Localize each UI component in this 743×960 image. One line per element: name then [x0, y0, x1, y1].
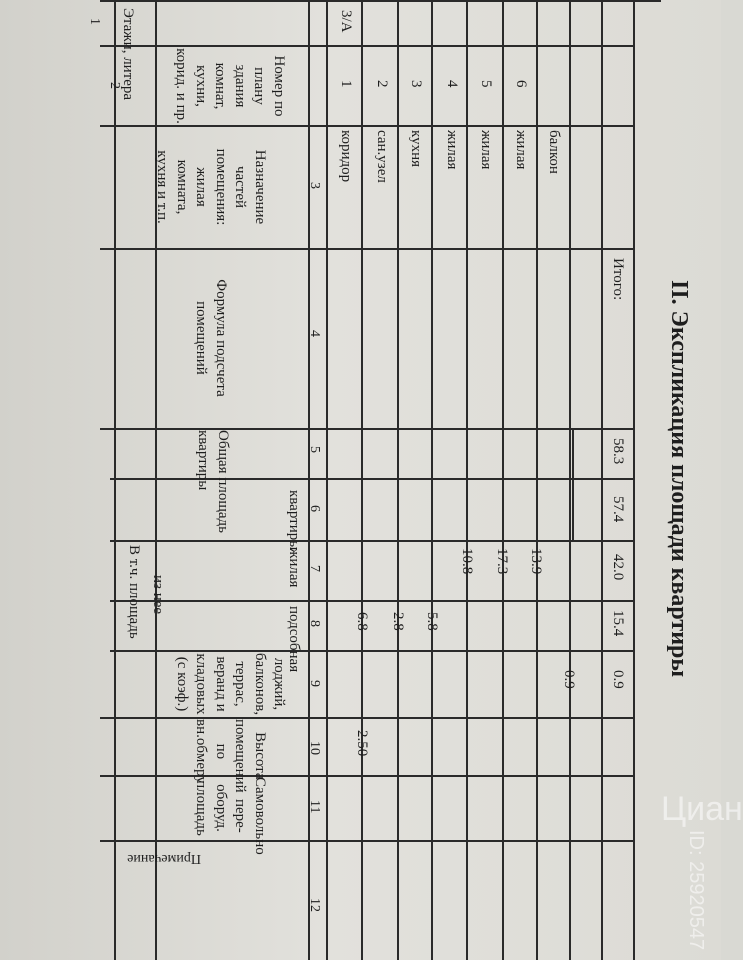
header-notes: Примечание [127, 851, 201, 866]
header-ceiling-height: Высота помещений по вн.обмеру [193, 719, 268, 793]
cell-purpose: сан.узел [374, 130, 390, 183]
grid-line [634, 0, 636, 960]
grid-line [362, 0, 364, 960]
header-formula: Формула подсчета помещений [193, 279, 229, 397]
header-auxiliary: подсобная [286, 606, 302, 673]
col-number: 4 [307, 330, 322, 337]
grid-line [570, 0, 572, 960]
col-number: 3 [307, 182, 322, 189]
header-of-which: из нее [150, 575, 166, 615]
col-number: 8 [307, 620, 322, 627]
cell-room-number: 3 [408, 80, 424, 88]
header-purpose: Назначение частей помещения: жилая комната, кухня и т.п. [154, 148, 268, 226]
col-number: 10 [307, 741, 322, 755]
grid-line [432, 0, 434, 960]
cell-auxiliary: 2.8 [390, 612, 406, 631]
grid-line [573, 428, 575, 540]
cell-purpose: жилая [478, 130, 494, 170]
cell-purpose: жилая [513, 130, 529, 170]
cell-living: 17.3 [494, 548, 510, 575]
cell-room-number: 2 [374, 80, 390, 88]
grid-line [100, 840, 635, 842]
cell-floor: 3/А [338, 10, 354, 33]
col-number: 9 [307, 680, 322, 687]
grid-line [110, 478, 635, 480]
grid-line [100, 125, 635, 127]
total-area: 58.3 [610, 438, 626, 465]
grid-line [110, 600, 635, 602]
col-number: 1 [87, 18, 102, 25]
header-unauthorized: Самовольно пере- оборуд. площадь [193, 777, 268, 855]
grid-line [100, 0, 661, 2]
cell-purpose: жилая [444, 130, 460, 170]
cell-room-number: 5 [478, 80, 494, 88]
cell-height: 2.50 [354, 730, 370, 757]
grid-line [327, 0, 329, 960]
grid-line [309, 0, 311, 960]
grid-line [467, 0, 469, 960]
cell-room-number: 4 [444, 80, 460, 88]
form-title: II. Экспликация площади квартиры [666, 280, 692, 678]
total-loggias: 0.9 [610, 670, 626, 689]
grid-line [115, 0, 117, 960]
total-living: 42.0 [610, 554, 626, 581]
col-number: 5 [307, 446, 322, 453]
cell-purpose: коридор [338, 130, 354, 183]
grid-line [537, 0, 539, 960]
col-number: 6 [307, 505, 322, 512]
header-loggias: лоджий, балконов, террас, веранд и кладовых (с коэф.) [174, 652, 288, 716]
cell-auxiliary: 6.8 [354, 612, 370, 631]
grid-line [602, 0, 604, 960]
header-total-area: Общая площадь квартиры [195, 430, 231, 534]
grid-line [503, 0, 505, 960]
cell-purpose: балкон [546, 130, 562, 174]
grid-line [398, 0, 400, 960]
cell-room-number: 6 [513, 80, 529, 88]
cell-room-number: 1 [338, 80, 354, 88]
totals-label: Итого: [610, 258, 626, 301]
col-number: 11 [307, 800, 322, 814]
total-apartment: 57.4 [610, 496, 626, 523]
col-number: 2 [107, 82, 122, 89]
total-auxiliary: 15.4 [610, 610, 626, 637]
cell-auxiliary: 5.8 [424, 612, 440, 631]
header-floor-letter: Этажи, литера [120, 8, 136, 101]
cell-loggias: 0.9 [561, 670, 577, 689]
header-living: жилая [286, 548, 302, 588]
grid-line [110, 540, 635, 542]
col-number: 7 [307, 565, 322, 572]
cell-living: 13.9 [528, 548, 544, 575]
header-apartment: квартиры [286, 490, 302, 551]
header-room-number: Номер по плану здания комнат, кухни, корид. и пр. [173, 48, 287, 124]
cell-purpose: кухня [408, 130, 424, 168]
watermark-id: ID: 25920547 [685, 830, 707, 951]
header-incl-area: В т.ч. площадь [126, 545, 142, 639]
cell-living: 10.8 [459, 548, 475, 575]
grid-line [100, 45, 635, 47]
watermark: Циан [661, 790, 743, 828]
col-number: 12 [307, 898, 322, 912]
